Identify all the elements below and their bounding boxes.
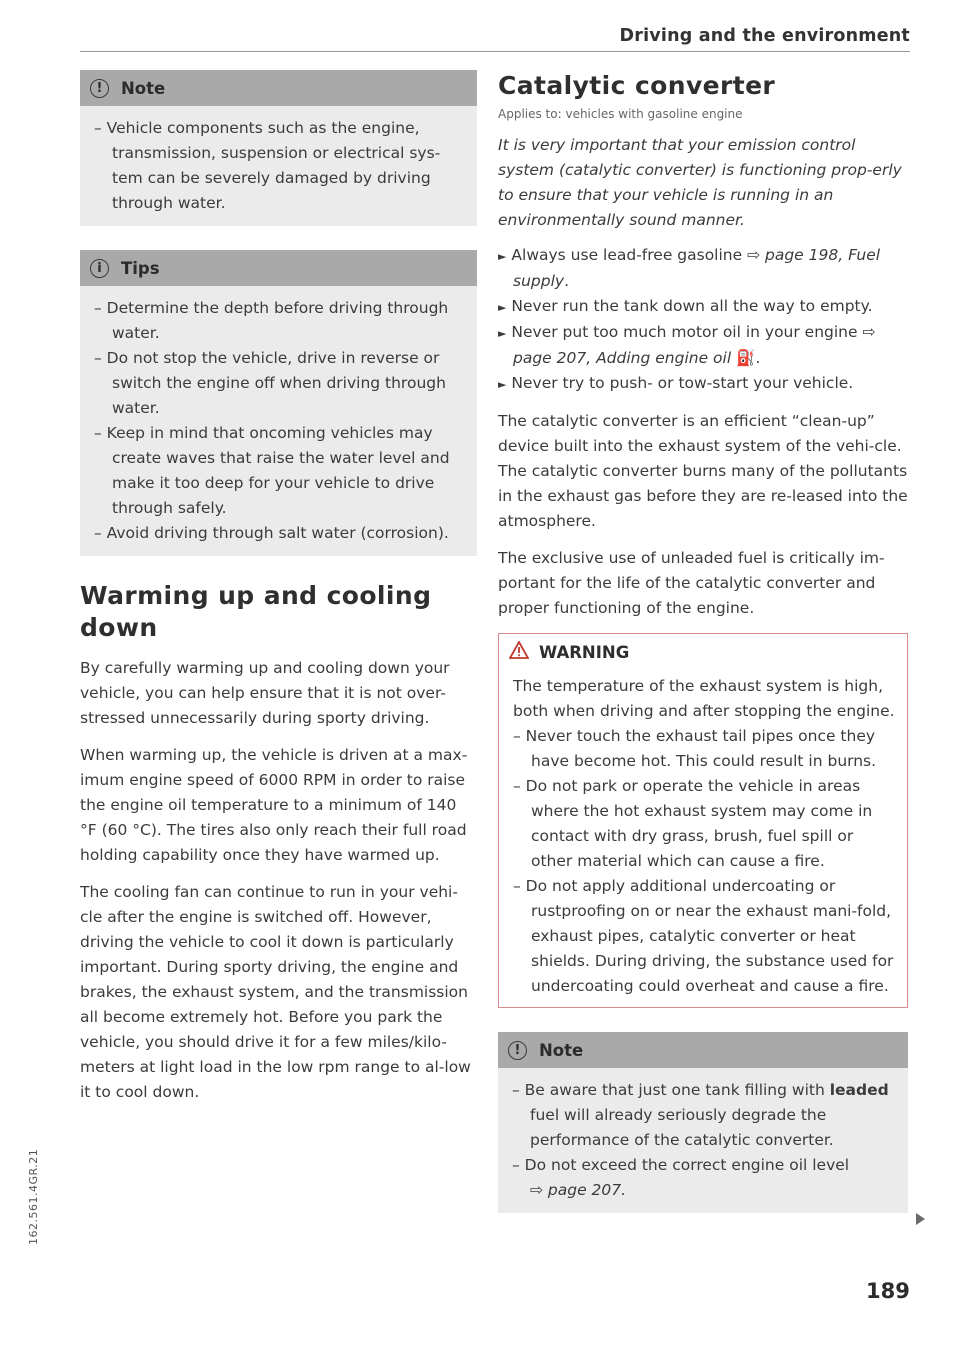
page-reference[interactable]: ⇨ page 207. xyxy=(530,1181,627,1199)
section-title-warming: Warming up and cooling down xyxy=(80,581,432,642)
warning-item: – Never touch the exhaust tail pipes once they have become hot. This could result in burns. xyxy=(513,727,877,770)
right-column xyxy=(498,70,908,1237)
warning-lead: The temperature of the exhaust system is high, both when driving and after stopping the engine. xyxy=(513,677,895,720)
warning-box xyxy=(498,633,908,1008)
triangle-right-icon: ► xyxy=(498,301,507,314)
note-box-catalytic xyxy=(498,1032,908,1213)
triangle-right-icon: ► xyxy=(498,327,507,340)
exclamation-circle-icon: ! xyxy=(90,79,109,98)
paragraph: When warming up, the vehicle is driven at a max-imum engine speed of 6000 RPM in order to raise the engine oil temperature to a minimum of 140 °F (60 °C). The tires also only reach their full road holding capability once they have warmed up. xyxy=(80,746,468,864)
tips-box-body xyxy=(80,286,477,556)
bullet-item: ► Never try to push- or tow-start your vehicle. xyxy=(498,374,854,392)
tip-item: – Avoid driving through salt water (corrosion). xyxy=(94,524,449,542)
intro-text: It is very important that your emission control system (catalytic converter) is functioning prop-erly to ensure that your vehicle is running in an environmentally sound manner. xyxy=(498,136,902,229)
note-box-body xyxy=(80,106,477,226)
triangle-right-icon: ► xyxy=(498,378,507,391)
note-box-title: Note xyxy=(121,78,166,98)
warning-triangle-icon xyxy=(509,641,529,659)
note-box-body xyxy=(498,1068,908,1213)
note-box xyxy=(80,70,477,226)
paragraph: The cooling fan can continue to run in your vehi-cle after the engine is switched off. However, driving the vehicle to cool it down is particularly important. During sporty driving, the engine and brakes, the exhaust system, and the transmission all become extremely hot. Before you park the vehicle, you should drive it for a few miles/kilo-meters at light load in the low rpm range to al-low it to cool down. xyxy=(80,883,471,1101)
info-circle-icon: i xyxy=(90,259,109,278)
note-box-header xyxy=(498,1032,908,1068)
note-box-title: Note xyxy=(539,1040,584,1060)
page-reference[interactable]: ⇨ page 207, Adding engine oil xyxy=(513,323,876,367)
page-reference[interactable]: ⇨ page 198, Fuel supply xyxy=(513,246,881,290)
exclamation-circle-icon: ! xyxy=(508,1041,527,1060)
warning-box-title: WARNING xyxy=(539,642,630,662)
note-item: – Vehicle components such as the engine, transmission, suspension or electrical sys-tem can be severely damaged by driving through water. xyxy=(94,119,441,212)
note-item: – Do not exceed the correct engine oil level ⇨ page 207. xyxy=(512,1156,850,1199)
paragraph: The catalytic converter is an efficient “clean-up” device built into the exhaust system of the vehi-cle. The catalytic converter burns many of the pollutants in the exhaust gas before they are re-leased into the atmosphere. xyxy=(498,412,908,530)
section-title-catalytic: Catalytic converter xyxy=(498,71,776,100)
tips-box-title: Tips xyxy=(121,258,160,278)
tip-item: – Do not stop the vehicle, drive in reverse or switch the engine off when driving through water. xyxy=(94,349,446,417)
document-code: 162.561.4GR.21 xyxy=(27,1148,40,1245)
bullet-item: ► Never put too much motor oil in your engine ⇨ page 207, Adding engine oil ⛽. xyxy=(498,323,876,367)
warning-box-header xyxy=(499,634,907,670)
note-item: – Be aware that just one tank filling with leaded fuel will already seriously degrade the performance of the catalytic converter. xyxy=(512,1081,889,1149)
oil-can-icon: ⛽. xyxy=(731,349,761,367)
applies-to: Applies to: vehicles with gasoline engine xyxy=(498,107,743,121)
continue-arrow-icon xyxy=(916,1213,925,1225)
note-box-header xyxy=(80,70,477,106)
paragraph: The exclusive use of unleaded fuel is critically im-portant for the life of the catalytic converter and proper functioning of the engine. xyxy=(498,549,885,617)
running-header: Driving and the environment xyxy=(619,26,910,46)
warning-box-body xyxy=(499,670,907,1007)
tips-box-header xyxy=(80,250,477,286)
paragraph: By carefully warming up and cooling down your vehicle, you can help ensure that it is not over-stressed unnecessarily during sporty driving. xyxy=(80,659,450,727)
bullet-item: ► Never run the tank down all the way to empty. xyxy=(498,297,873,315)
tip-item: – Determine the depth before driving through water. xyxy=(94,299,449,342)
warning-triangle-icon xyxy=(509,641,529,663)
bullet-item: ► Always use lead-free gasoline ⇨ page 198, Fuel supply. xyxy=(498,246,881,290)
header-rule xyxy=(80,51,910,52)
left-column xyxy=(80,70,477,1117)
warning-item: – Do not apply additional undercoating or rustproofing on or near the exhaust mani-fold, exhaust pipes, catalytic converter or heat shields. During driving, the substance used for undercoating could overheat and cause a fire. xyxy=(513,877,894,995)
tips-box xyxy=(80,250,477,556)
triangle-right-icon: ► xyxy=(498,250,507,263)
warning-item: – Do not park or operate the vehicle in areas where the hot exhaust system may come in contact with dry grass, brush, fuel spill or other material which can cause a fire. xyxy=(513,777,873,870)
tip-item: – Keep in mind that oncoming vehicles may create waves that raise the water level and make it too deep for your vehicle to drive through safely. xyxy=(94,424,450,517)
page-number: 189 xyxy=(866,1279,910,1303)
